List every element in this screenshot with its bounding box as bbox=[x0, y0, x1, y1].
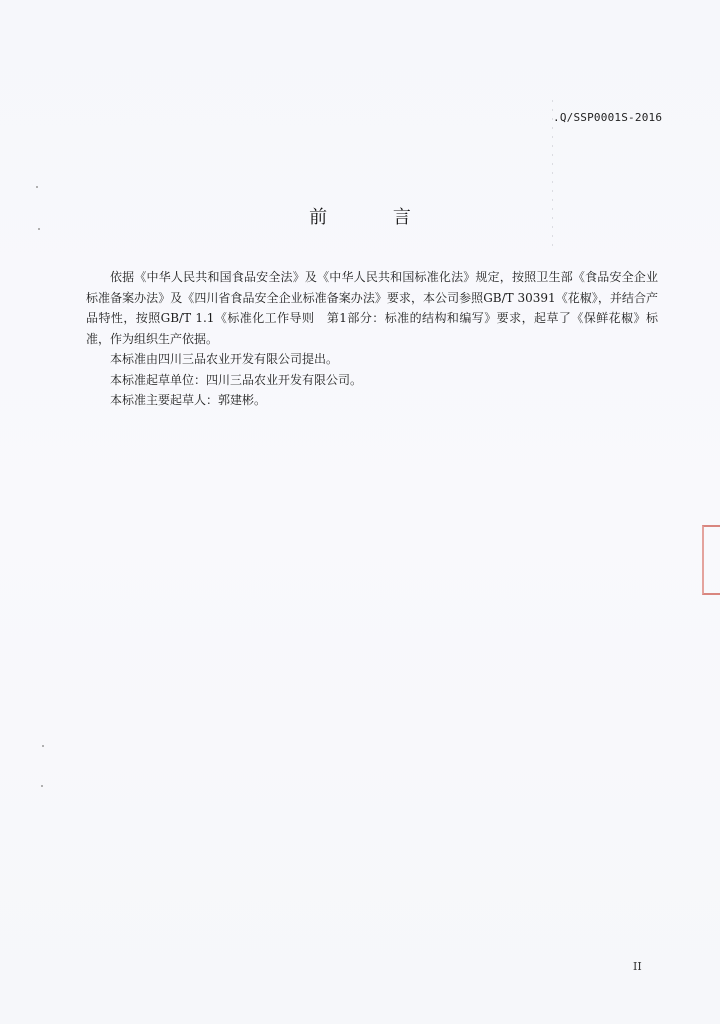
company-seal-fragment bbox=[702, 525, 720, 595]
foreword-paragraph: 本标准主要起草人：郭建彬。 bbox=[110, 393, 267, 407]
scan-speck bbox=[41, 785, 43, 787]
scan-speck bbox=[36, 186, 38, 188]
standard-number: .Q/SSP0001S-2016 bbox=[553, 111, 663, 124]
foreword-body bbox=[86, 267, 658, 411]
page-number: II bbox=[633, 960, 642, 973]
foreword-paragraph: 依据《中华人民共和国食品安全法》及《中华人民共和国标准化法》规定，按照卫生部《食品安全企业标准备案办法》及《四川省食品安全企业标准备案办法》要求，本公司参照GB/T 30391《花椒》，并结合产品特性，按照GB/T 1.1《标准化工作导则 第1部分：标准的结构和编写》要求，起草了《保鲜花椒》标准，作为组织生产依据。 bbox=[86, 270, 658, 346]
scan-speck bbox=[42, 745, 44, 747]
page-title: 前 言 bbox=[309, 207, 441, 228]
foreword-paragraph: 本标准由四川三品农业开发有限公司提出。 bbox=[110, 352, 339, 366]
foreword-paragraph: 本标准起草单位：四川三品农业开发有限公司。 bbox=[110, 372, 363, 387]
scan-speck bbox=[38, 228, 40, 230]
